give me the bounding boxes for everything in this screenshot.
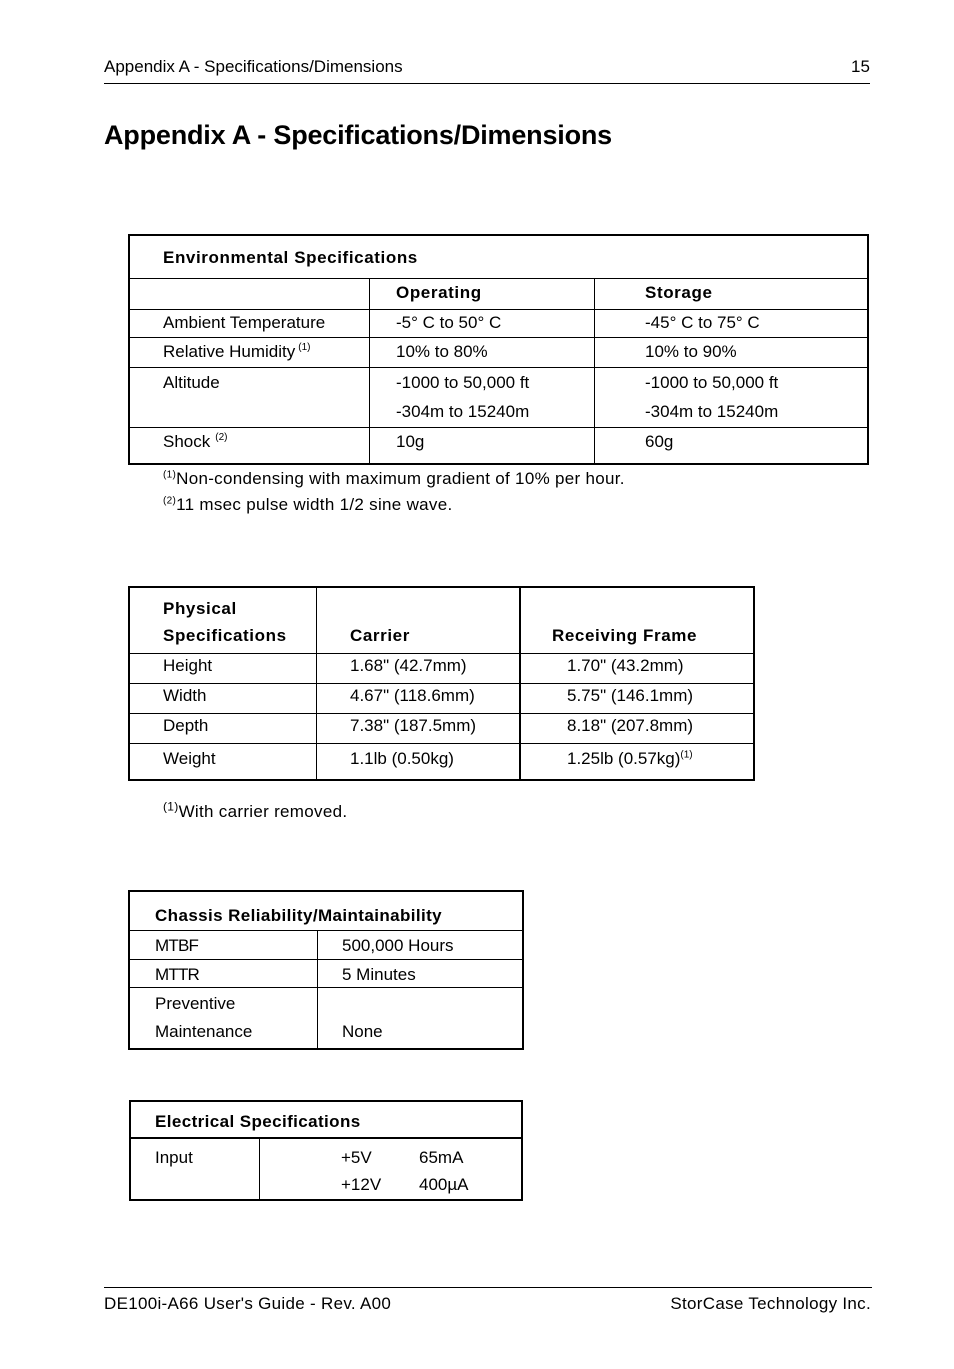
- cell-value: 60g: [645, 432, 674, 451]
- table-heading: Specifications: [163, 626, 287, 645]
- cell-value: 1.70" (43.2mm): [567, 656, 684, 675]
- row-label: MTTR: [155, 965, 200, 984]
- voltage-value: +12V: [341, 1175, 382, 1194]
- current-value: 400µA: [419, 1175, 469, 1194]
- row-label: Preventive: [155, 994, 236, 1013]
- current-value: 65mA: [419, 1148, 464, 1167]
- cell-value: 1.25lb $(0.57kg)^{(1)}$: [567, 749, 693, 768]
- divider: [519, 587, 521, 780]
- divider: [129, 987, 523, 988]
- row-label: Input: [155, 1148, 193, 1167]
- row-label: Width: [163, 686, 207, 705]
- row-label: Altitude: [163, 373, 220, 392]
- page-title: Appendix A - Specifications/Dimensions: [104, 120, 612, 150]
- footer-company: StorCase Technology Inc.: [670, 1294, 871, 1313]
- divider: [129, 278, 868, 279]
- cell-value: 5 Minutes: [342, 965, 416, 984]
- footnote: $^{(2)}$11 msec pulse width 1/2 sine wave.: [163, 495, 453, 514]
- cell-value: 10% to 80%: [396, 342, 488, 361]
- cell-value: 8.18" (207.8mm): [567, 716, 694, 735]
- row-label: MTBF: [155, 936, 199, 955]
- divider: [259, 1138, 260, 1200]
- divider: [317, 930, 318, 1049]
- footnote-mark: (1): [163, 469, 177, 481]
- footnote-mark: (2): [215, 432, 228, 444]
- divider: [129, 713, 754, 714]
- footnote: $^{(1)}$With carrier removed.: [163, 799, 348, 821]
- divider: [129, 683, 754, 684]
- divider: [129, 930, 523, 931]
- cell-value: 1.68" (42.7mm): [350, 656, 467, 675]
- table-heading: Physical: [163, 599, 237, 618]
- column-header-receiving-frame: Receiving Frame: [552, 626, 698, 645]
- footnote-mark: (1): [298, 342, 311, 354]
- cell-value: 10% to 90%: [645, 342, 737, 361]
- footnote-mark: (2): [163, 495, 177, 507]
- cell-value: None: [342, 1022, 383, 1041]
- cell-value: 4.67" (118.6mm): [350, 686, 475, 705]
- page-number: 15: [851, 57, 870, 76]
- cell-value: 1.1lb (0.50kg): [350, 749, 454, 768]
- column-header-carrier: Carrier: [350, 626, 410, 645]
- voltage-value: +5V: [341, 1148, 372, 1167]
- row-label: Maintenance: [155, 1022, 253, 1041]
- column-header-operating: Operating: [396, 283, 482, 302]
- cell-value: 10g: [396, 432, 425, 451]
- row-label: Ambient Temperature: [163, 313, 326, 332]
- cell-value: -1000 to 50,000 ft: [645, 373, 779, 392]
- row-label: Relative Humidity $^{(1)}$: [163, 342, 311, 361]
- footnote-mark: (1): [680, 749, 693, 761]
- row-label: Depth: [163, 716, 209, 735]
- divider: [594, 278, 595, 464]
- divider: [129, 337, 868, 338]
- divider: [129, 959, 523, 960]
- divider: [316, 587, 317, 780]
- cell-value: 500,000 Hours: [342, 936, 454, 955]
- divider: [129, 743, 754, 744]
- divider: [129, 427, 868, 428]
- cell-value: -1000 to 50,000 ft: [396, 373, 530, 392]
- divider: [369, 278, 370, 464]
- row-label: Weight: [163, 749, 216, 768]
- cell-value: -45° C to 75° C: [645, 313, 760, 332]
- footer-document-title: DE100i-A66 User's Guide - Rev. A00: [104, 1294, 392, 1313]
- divider: [129, 309, 868, 310]
- row-label: Height: [163, 656, 213, 675]
- cell-value: -304m to 15240m: [645, 402, 779, 421]
- footnote: $^{(1)}$Non-condensing with maximum gradient of 10% per hour.: [163, 469, 625, 488]
- table-heading: Electrical Specifications: [155, 1112, 361, 1131]
- cell-value: -5° C to 50° C: [396, 313, 502, 332]
- divider: [129, 653, 754, 654]
- column-header-storage: Storage: [645, 283, 713, 302]
- footnote-mark: (1): [163, 799, 179, 814]
- cell-value: 7.38" (187.5mm): [350, 716, 477, 735]
- footer-rule: [104, 1287, 872, 1288]
- divider: [129, 367, 868, 368]
- header-rule: [104, 83, 870, 84]
- cell-value: 5.75" (146.1mm): [567, 686, 694, 705]
- divider: [130, 1137, 522, 1139]
- cell-value: -304m to 15240m: [396, 402, 530, 421]
- running-header-title: Appendix A - Specifications/Dimensions: [104, 57, 403, 76]
- table-heading: Chassis Reliability/Maintainability: [155, 906, 443, 925]
- table-heading: Environmental Specifications: [163, 248, 418, 267]
- row-label: Shock $^{(2)}$: [163, 432, 228, 451]
